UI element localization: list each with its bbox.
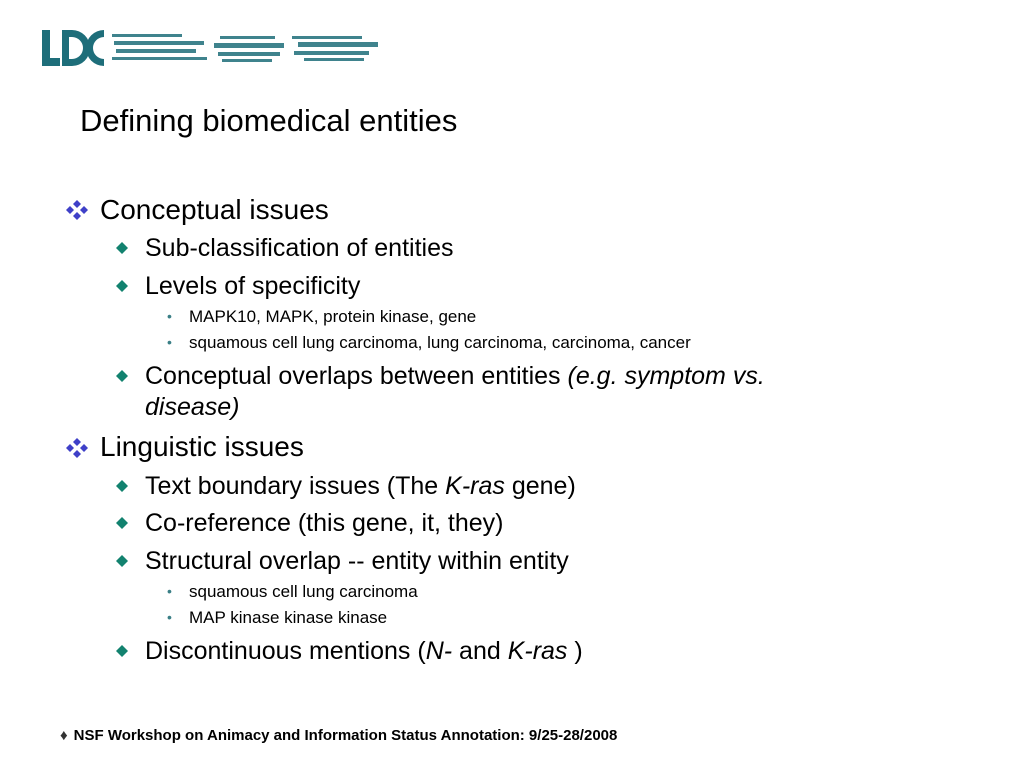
discont-pre: Discontinuous mentions ( (145, 637, 426, 665)
overlaps-example-line1: (e.g. symptom vs. (567, 362, 765, 390)
item-conceptual-overlaps-cont (145, 392, 240, 422)
item-structural-overlap: Structural overlap -- entity within entity (145, 547, 569, 575)
discont-n: N- (425, 637, 453, 665)
heading-linguistic-issues: Linguistic issues (100, 431, 304, 462)
diamond-bullet-icon (116, 242, 128, 254)
dot-bullet-icon: • (167, 334, 172, 350)
dot-bullet-icon: • (167, 583, 172, 599)
four-diamond-bullet-icon (64, 437, 90, 459)
text-boundary-pre: Text boundary issues (The (145, 472, 446, 500)
text-boundary-gene: K-ras (445, 472, 505, 500)
item-levels-of-specificity: Levels of specificity (145, 272, 361, 300)
discont-post: ) (567, 637, 583, 665)
dot-bullet-icon: • (167, 609, 172, 625)
discont-kras: K-ras (507, 637, 568, 665)
example-map-kinase: MAP kinase kinase kinase (189, 608, 388, 627)
item-co-reference: Co-reference (this gene, it, they) (145, 509, 504, 537)
four-diamond-bullet-icon (64, 199, 90, 221)
item-sub-classification: Sub-classification of entities (145, 234, 454, 262)
example-squamous: squamous cell lung carcinoma (189, 582, 418, 601)
diamond-bullet-icon (116, 370, 128, 382)
item-conceptual-overlaps (145, 361, 765, 391)
heading-conceptual-issues: Conceptual issues (100, 194, 329, 225)
item-text-boundary (145, 471, 576, 501)
overlaps-example-line2: disease) (145, 393, 240, 421)
slide-footer (60, 726, 617, 746)
diamond-bullet-icon (116, 555, 128, 567)
example-carcinoma: squamous cell lung carcinoma, lung carcinoma, carcinoma, cancer (189, 333, 691, 352)
discont-mid: and (452, 637, 508, 665)
overlaps-text: Conceptual overlaps between entities (145, 362, 568, 390)
slide-title: Defining biomedical entities (80, 103, 458, 138)
diamond-bullet-icon (116, 517, 128, 529)
diamond-bullet-icon (116, 480, 128, 492)
example-mapk: MAPK10, MAPK, protein kinase, gene (189, 307, 477, 326)
diamond-bullet-icon (116, 280, 128, 292)
footer-diamond-icon: ♦ (60, 727, 68, 744)
item-discontinuous-mentions (145, 636, 583, 666)
footer-text: NSF Workshop on Animacy and Information Status Annotation: 9/25-28/2008 (73, 727, 618, 744)
diamond-bullet-icon (116, 645, 128, 657)
dot-bullet-icon: • (167, 308, 172, 324)
text-boundary-post: gene) (504, 472, 576, 500)
